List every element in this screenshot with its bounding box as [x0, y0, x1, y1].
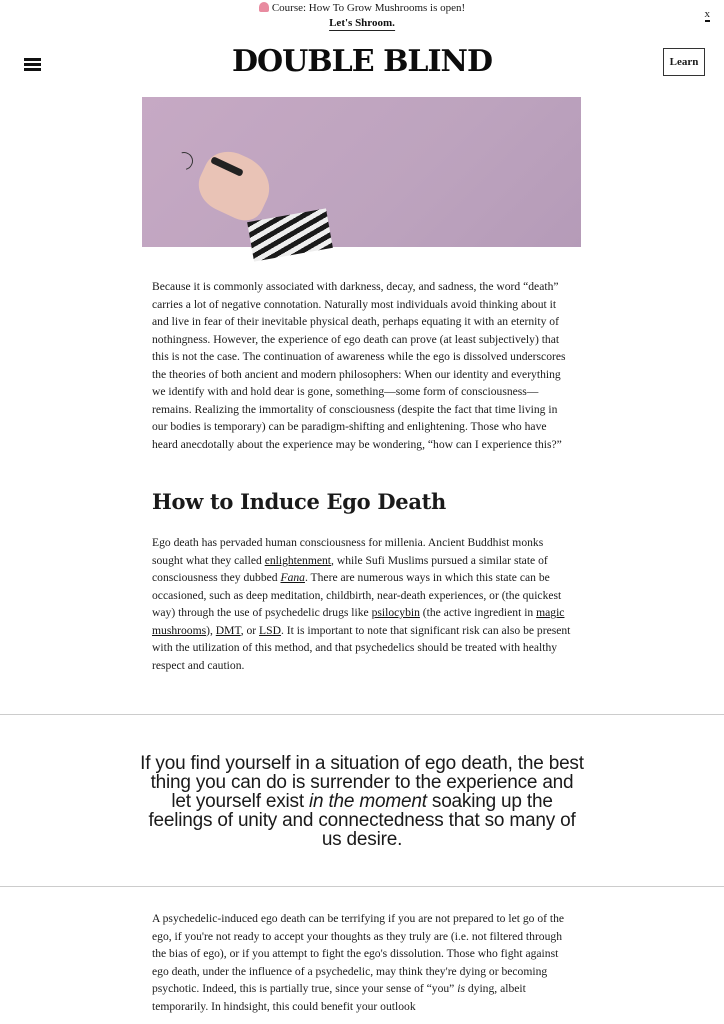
- text-segment: ),: [206, 623, 216, 637]
- close-banner-button[interactable]: x: [704, 8, 710, 20]
- banner-text: Course: How To Grow Mushrooms is open!: [271, 2, 466, 14]
- divider: [0, 714, 724, 715]
- inline-link-lsd[interactable]: LSD: [259, 623, 281, 637]
- inline-link-dmt[interactable]: DMT: [215, 623, 241, 637]
- announcement-banner: [0, 0, 724, 36]
- learn-button[interactable]: Learn: [663, 48, 705, 76]
- paragraph-risk: [152, 910, 572, 1015]
- quote-text: If you find yourself in a situation of ego death, the best thing you can do is surrender to the experience and let yourself exist: [140, 753, 584, 812]
- text-segment: Ego death has pervaded human consciousness for millenia. Ancient Buddhist monks sought what they called: [152, 536, 544, 567]
- text: A psychedelic-induced ego death can be terrifying if you are not prepared to let go of the ego, if you're not ready to accept your thoughts as they truly are (i.e. not filtered through the bias of ego), or if you attempt to fight the ego's dissolution. Those who fight against ego death, under the influence of a psychedelic, may think they're dying or becoming psychotic. Indeed, this is partially true, since your sense of “you”: [152, 912, 565, 995]
- text-segment: , while Sufi Muslims pursued a similar state of consciousness they dubbed: [152, 553, 548, 584]
- inline-link-psilocybin[interactable]: psilocybin: [371, 606, 420, 619]
- quote-emphasis: in the moment: [309, 791, 427, 812]
- inline-link-fana[interactable]: Fana: [280, 571, 305, 584]
- paragraph-intro: Because it is commonly associated with darkness, decay, and sadness, the word “death” carries a lot of negative connotation. Naturally most individuals avoid thinking about it and live in fear of their inevitable physical death, perhaps equating it with an eternity of nothingness. However, the experience of ego death can prove (at least subjectively) that this is not the case. The continuation of awareness while the ego is dissolved underscores the theories of both ancient and modern philosophers: When our identity and everything we identify with and hold dear is gone, something—some form of consciousness—remains. Realizing the immortality of consciousness (despite the fact that time living in our bodies is temporary) can be paradigm-shifting and enlightening. Those who have heard anecdotally about the experience may be wondering, “how can I experience this?”: [152, 280, 566, 451]
- banner-message: [0, 2, 724, 14]
- text-segment: . It is important to note that significant risk can also be present with the utilization of this method, and that psychedelics should be treated with healthy respect and caution.: [152, 623, 571, 672]
- text-segment: . There are numerous ways in which this state can be occasioned, such as deep meditation, childbirth, near-death experiences, or (the quickest way) through the use of psychedelic drugs like: [152, 571, 562, 619]
- emphasis: is: [457, 982, 465, 995]
- paragraph-methods: [152, 534, 572, 674]
- section-heading: How to Induce Ego Death: [152, 489, 447, 514]
- quote-text-end: soaking up the feelings of unity and connectedness that so many of us desire.: [148, 791, 576, 850]
- divider: [0, 886, 724, 887]
- text-segment: , or: [240, 623, 260, 637]
- lets-shroom-link[interactable]: Let's Shroom.: [329, 17, 395, 29]
- site-logo[interactable]: DOUBLE BLIND: [232, 44, 492, 79]
- text: dying, albeit temporarily. In hindsight, this could benefit your outlook: [152, 982, 526, 1013]
- mushroom-icon: [259, 2, 269, 12]
- pull-quote: [140, 754, 584, 849]
- text-segment: (the active ingredient in: [419, 606, 537, 619]
- inline-link-magic-mushrooms[interactable]: magic mushrooms: [152, 606, 565, 637]
- inline-link-enlightenment[interactable]: enlightenment: [264, 553, 332, 567]
